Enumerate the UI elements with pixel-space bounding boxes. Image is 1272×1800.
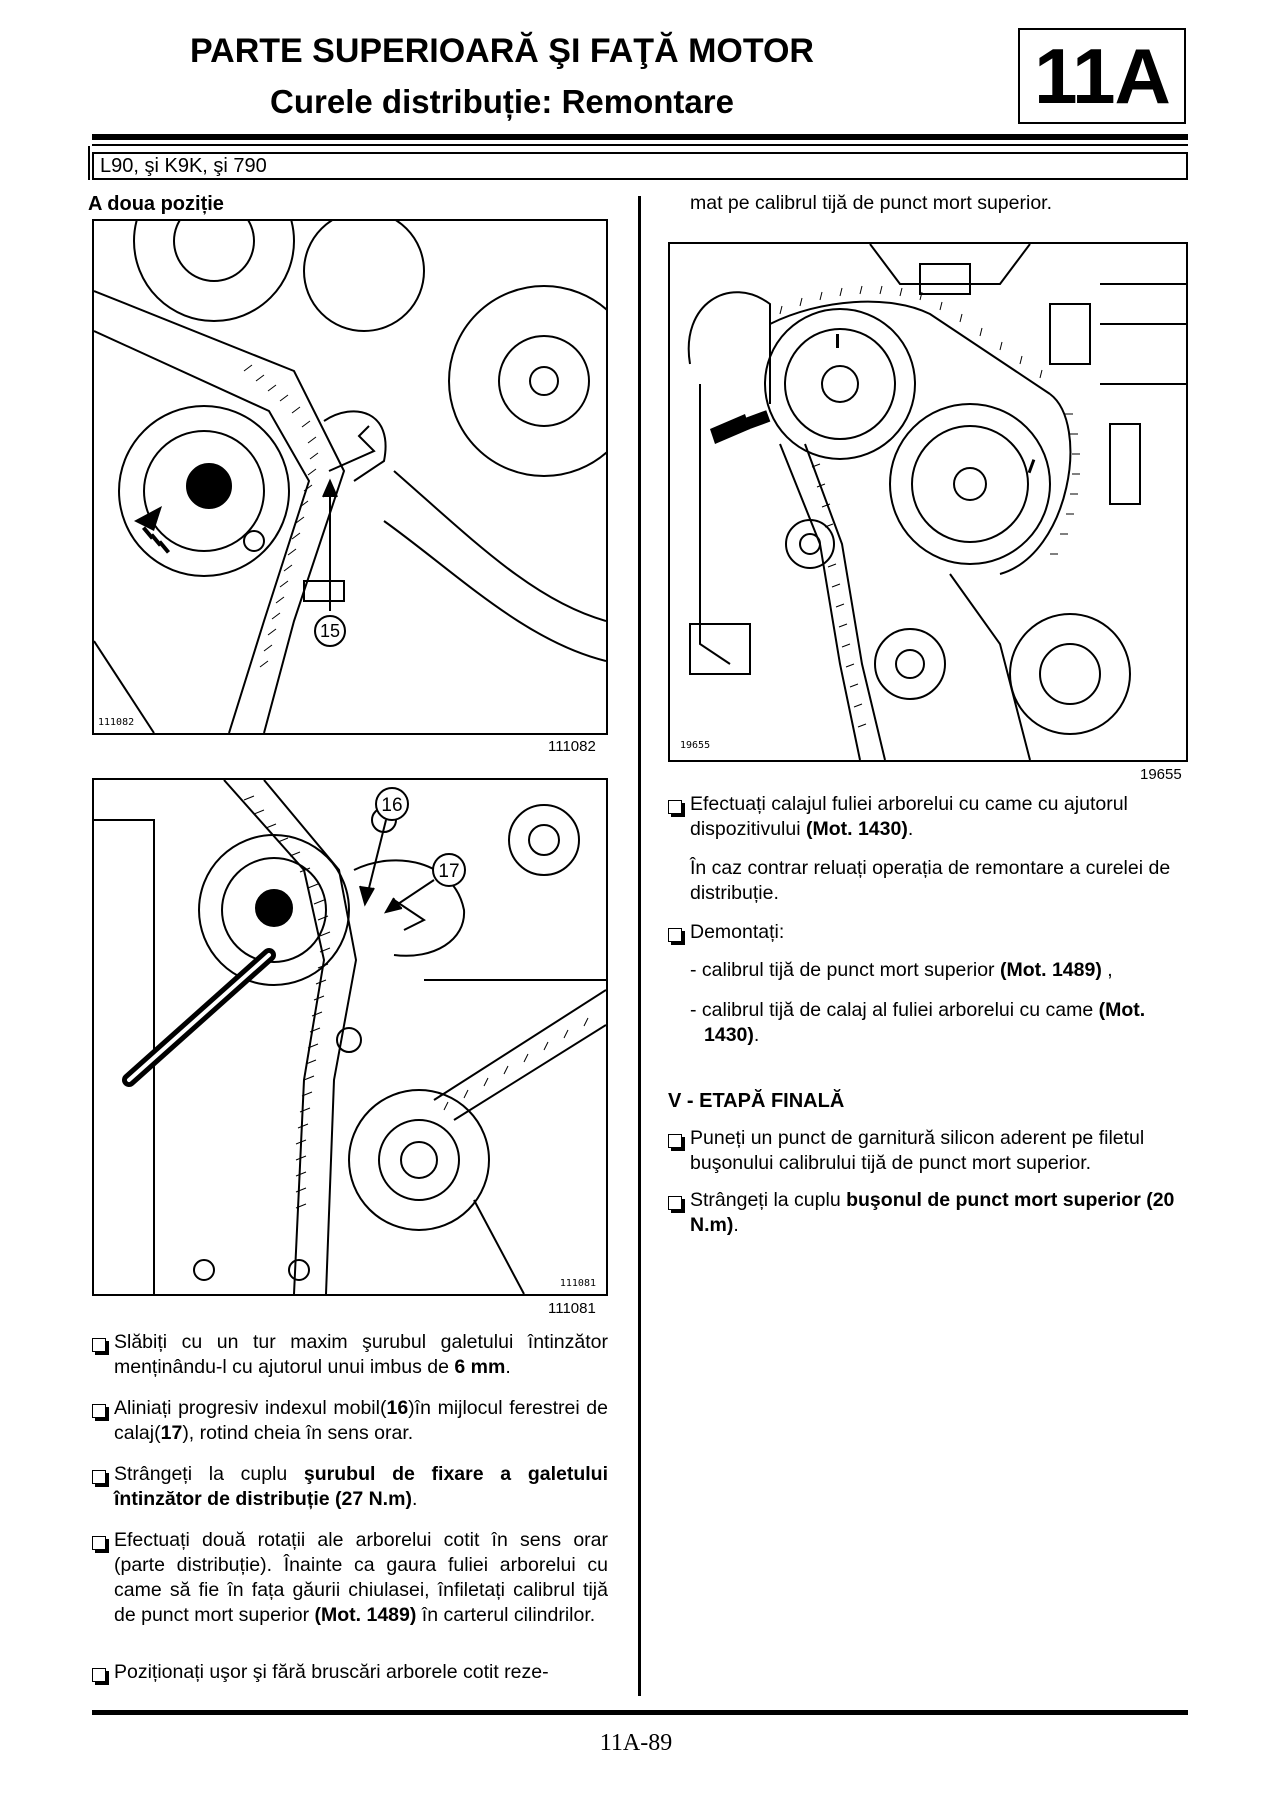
checkbox-bullet-icon — [92, 1338, 106, 1352]
figure-19655 — [668, 242, 1188, 762]
continuation-text: mat pe calibrul tijă de punct mort superior. — [690, 192, 1053, 214]
step-tighten-plug: Strângeți la cuplu buşonul de punct mort superior (20 N.m). — [690, 1189, 1175, 1236]
figure-number: 111082 — [548, 738, 596, 755]
camshaft-timing-illustration — [670, 244, 1186, 760]
column-divider — [638, 196, 641, 1696]
figure-111081 — [92, 778, 608, 1296]
figure-111082 — [92, 219, 608, 735]
page-number: 11A-89 — [599, 1730, 673, 1756]
step-remove: Demontați: — [690, 921, 785, 943]
figure-number: 19655 — [1140, 766, 1182, 783]
section-title-final-stage: V - ETAPĂ FINALĂ — [668, 1090, 845, 1112]
engine-types-box: L90, şi K9K, şi 790 — [92, 152, 1188, 180]
checkbox-bullet-icon — [92, 1668, 106, 1682]
header-rule-thin — [92, 144, 1188, 146]
step-loosen-tensioner: Slăbiți cu un tur maxim şurubul galetului întinzător menținându-l cu ajutorul unui imbus de 6 mm. — [114, 1331, 608, 1378]
step-position-crankshaft: Poziționați uşor şi fără bruscări arborele cotit reze- — [114, 1661, 549, 1683]
step-camshaft-timing: Efectuați calajul fuliei arborelui cu came cu ajutorul dispozitivului (Mot. 1430). — [690, 793, 1128, 840]
callout-17: 17 — [438, 861, 460, 882]
chapter-badge: 11A — [1018, 28, 1186, 124]
figure-stamp: 111081 — [559, 1278, 596, 1289]
sub-step-tdc-pin: - calibrul tijă de punct mort superior (Mot. 1489) , — [690, 959, 1113, 981]
callout-15: 15 — [319, 621, 341, 641]
page-title: PARTE SUPERIOARĂ ŞI FAŢĂ MOTOR — [189, 32, 814, 70]
sub-step-camshaft-pin: - calibrul tijă de calaj al fuliei arborelui cu came (Mot. 1430). — [690, 999, 1146, 1046]
step-rotate-crankshaft: Efectuați două rotații ale arborelui cotit în sens orar (parte distribuție). Înainte ca gaura fuliei arborelui cu came să fie în fața găurii chiulasei, înfiletați calibrul tijă de punct mort superior (Mot. 1489) în carterul cilindrilor. — [114, 1529, 608, 1626]
checkbox-bullet-icon — [668, 1134, 682, 1148]
figure-stamp: 19655 — [680, 740, 711, 751]
footer-rule — [92, 1710, 1188, 1715]
figure-stamp: 111082 — [98, 717, 135, 728]
checkbox-bullet-icon — [92, 1536, 106, 1550]
section-title-second-position: A doua poziție — [88, 193, 224, 215]
figure-number: 111081 — [548, 1300, 596, 1317]
callout-16: 16 — [381, 795, 403, 816]
step-apply-silicone: Puneți un punct de garnitură silicon aderent pe filetul buşonului calibrului tijă de punct mort superior. — [690, 1127, 1145, 1174]
checkbox-bullet-icon — [668, 800, 682, 814]
page-subtitle: Curele distribuție: Remontare — [270, 83, 734, 120]
step-align-index: Aliniați progresiv indexul mobil(16)în mijlocul ferestrei de calaj(17), rotind cheia în sens orar. — [114, 1397, 608, 1444]
header-rule — [92, 134, 1188, 140]
tensioner-illustration-2 — [94, 780, 606, 1294]
checkbox-bullet-icon — [668, 1196, 682, 1210]
checkbox-bullet-icon — [92, 1470, 106, 1484]
note-otherwise: În caz contrar reluați operația de remontare a curelei de distribuție. — [690, 857, 1171, 904]
step-tighten-tensioner: Strângeți la cuplu şurubul de fixare a galetului întinzător de distribuție (27 N.m). — [114, 1463, 608, 1510]
checkbox-bullet-icon — [92, 1404, 106, 1418]
tensioner-illustration-1 — [94, 221, 606, 733]
checkbox-bullet-icon — [668, 928, 682, 942]
